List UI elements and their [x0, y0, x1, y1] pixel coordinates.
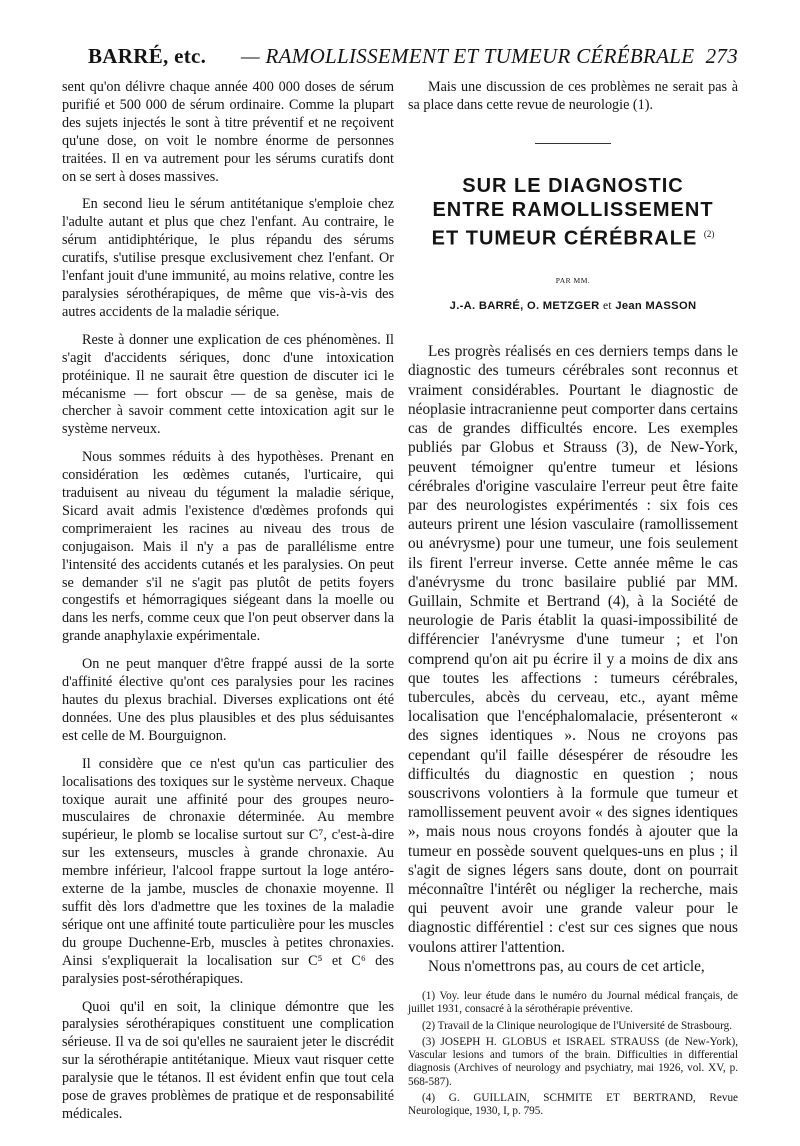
header-title-text: RAMOLLISSEMENT ET TUMEUR CÉRÉBRALE: [265, 44, 695, 68]
paragraph: En second lieu le sérum antitétanique s'emploie chez l'adulte autant et plus que chez l'enfant. Au contraire, le sérum antidiphtérique, le plus répandu des sérums curatifs, s'utilise presque exclusivement chez l'enfant. Or l'enfant jouit d'une immunité, au moins relative, contre les paralysies sérothérapiques, de même que vis-à-vis des autres accidents de la maladie sérique.: [62, 196, 394, 320]
paragraph: Quoi qu'il en soit, la clinique démontre que les paralysies sérothérapiques constituent une complication sérieuse. Il va de soi qu'elles ne sauraient jeter le discrédit sur la sérothérapie antitétanique. Mieux vaut risquer cette paralysie que le tétanos. Il est évident enfin que tout cela pose de graves problèmes de pratique et de responsabilité médicales.: [62, 998, 394, 1122]
intro-paragraph: Mais une discussion de ces problèmes ne serait pas à sa place dans cette revue de neurologie (1).: [408, 79, 738, 113]
author: J.-A. BARRÉ,: [449, 300, 524, 313]
page-number: 273: [705, 44, 738, 68]
header-author: BARRÉ, etc.: [88, 44, 207, 68]
author-conjunction: et: [602, 300, 612, 313]
left-column: [62, 79, 394, 1134]
footnotes: [408, 990, 738, 1119]
running-header: [88, 44, 738, 74]
header-dash: —: [241, 44, 260, 68]
paragraph: Les progrès réalisés en ces derniers temps dans le diagnostic des tumeurs cérébrales sont reconnus et vraiment considérables. Pourtant le diagnostic de néoplasie intracranienne peut comporter dans certains cas de grandes difficultés encore. Les exemples publiés par Globus et Strauss (3), de New-York, peuvent témoigner qu'entre tumeur et lésions cérébrales d'origine vasculaire l'erreur peut être faite par des neurologistes expérimentés : six fois ces auteurs prirent une lésion vasculaire (ramollissement ou anévrysme) pour une tumeur, une fois seulement ils firent l'erreur inverse. Cette année même le cas d'anévrysme du tronc basilaire publié par MM. Guillain, Schmite et Bertrand (4), à la Société de neurologie de Paris établit la quasi-impossibilité de différencier l'anévrysme d'une tumeur ; et l'on comprend qu'on ait pu écrire il y a moins de dix ans que toutes les affections : tumeurs cérébrales, tubercules, abcès du cerveau, etc., ayant même localisation que l'encéphalomalacie, présenteront « des signes identiques ». Nous ne croyons pas cependant qu'il faille désespérer de résoudre les difficultés du diagnostic en question ; nous souscrivons volontiers à la formule que tumeur et ramollissement peuvent avoir « des signes identiques », mais nous nous croyons fondés à ajouter que la tumeur en possède souvent quelques-uns en plus ; il s'agit de signes légers sans doute, dont on pourrait méconnaître l'intérêt ou négliger la recherche, mais qui peuvent avoir une grande valeur pour le diagnostic différentiel : c'est sur ces signes que nous voulons attirer l'attention.: [408, 343, 738, 956]
paragraph: sent qu'on délivre chaque année 400 000 doses de sérum purifié et 500 000 de sérum ordinaire. Comme la plupart des sujets injectés le sont à titre préventif et ne reçoivent qu'une dose, on voit le nombre énorme de personnes traitées. Il en va autrement pour les sérums curatifs dont on se sert à doses massives.: [62, 79, 394, 185]
paragraph: Il considère que ce n'est qu'un cas particulier des localisations des toxiques sur le système nerveux. Chaque toxique aurait une affinité pour des groupes neuro-musculaires de chronaxie déterminée. Au membre supérieur, le plomb se localise surtout sur C⁷, c'est-à-dire sur les extenseurs, muscles à grande chronaxie. Au membre inférieur, l'alcool frappe surtout la loge antéro-externe de la jambe, muscles de chonaxie moyenne. Il suffit dès lors d'admettre que les toxines de la maladie sérique ont une affinité toute particulière pour les muscles du groupe Duchenne-Erb, muscles à petites chronaxies. Ainsi s'expliquerait la localisation sur C⁵ et C⁶ des paralysies post-sérothérapiques.: [62, 755, 394, 987]
footnote: (1) Voy. leur étude dans le numéro du Journal médical français, de juillet 1931, consacré à la sérothérapie préventive.: [408, 989, 738, 1016]
right-column: [408, 79, 738, 1122]
title-line: ET TUMEUR CÉRÉBRALE: [431, 227, 698, 250]
article-title: [408, 174, 738, 251]
title-footnote-ref: (2): [703, 228, 715, 239]
paragraph: Reste à donner une explication de ces phénomènes. Il s'agit d'accidents sériques, donc d'une intoxication protéinique. Il ne saurait être question de discuter ici le mécanisme — fort obscur — de sa genèse, mais de chercher à savoir comment cette intoxication agit sur le système nerveux.: [62, 331, 394, 438]
footnote: (3) JOSEPH H. GLOBUS et ISRAEL STRAUSS (de New-York), Vascular lesions and tumors of the brain. Difficulties in differential diagnosis (Archives of neurology and psychiatry, mai 1926, vol. XV, p. 568-587).: [408, 1035, 738, 1088]
authors: [408, 298, 738, 316]
byline-par: PAR MM.: [555, 276, 591, 286]
paragraph: On ne peut manquer d'être frappé aussi de la sorte d'affinité élective qu'ont ces paralysies pour les racines hautes du plexus brachial. Diverses explications ont été données. Une des plus plausibles et des plus séduisantes est celle de M. Bourguignon.: [62, 656, 394, 744]
author: Jean MASSON: [615, 300, 697, 313]
article-body: [408, 342, 738, 976]
author: O. METZGER: [526, 300, 600, 313]
paragraph: Nous sommes réduits à des hypothèses. Prenant en considération les œdèmes cutanés, l'urticaire, qui traduisent au niveau du tégument la maladie sérique, Sicard avait admis l'existence d'œdèmes profonds qui comprimeraient les racines au niveau des trous de conjugaison. Mais il n'y a pas de parallélisme entre l'intensité des accidents cutanés et les paralysies. On peut se demander s'il ne s'agit pas plutôt de petits foyers congestifs et hémorragiques siégeant dans la moelle ou dans les nerfs, comme ceux que l'on peut observer dans la grande anaphylaxie expérimentale.: [62, 449, 394, 645]
title-line: SUR LE DIAGNOSTIC: [462, 174, 684, 197]
section-divider: [535, 143, 611, 144]
footnote: (2) Travail de la Clinique neurologique de l'Université de Strasbourg.: [422, 1019, 733, 1032]
title-line: ENTRE RAMOLLISSEMENT: [432, 198, 714, 221]
footnote: (4) G. GUILLAIN, SCHMITE ET BERTRAND, Revue Neurologique, 1930, I, p. 795.: [408, 1092, 738, 1118]
header-title: [241, 44, 694, 69]
paragraph: Nous n'omettrons pas, au cours de cet article,: [428, 957, 705, 975]
